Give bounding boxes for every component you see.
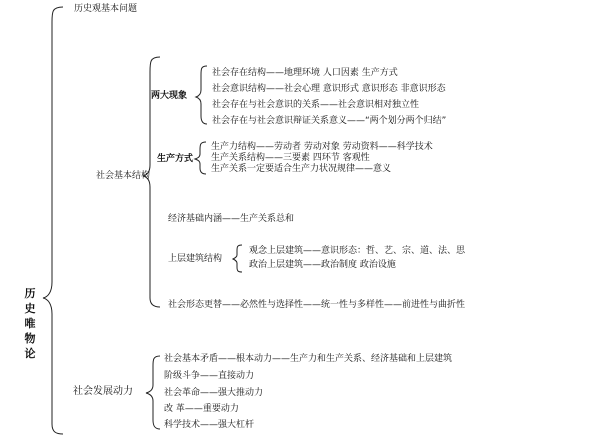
form-change-label: 社会形态更替——必然性与选择性——统一性与多样性——前进性与曲折性 [168,300,466,310]
two-phenomena-label: 两大现象 [151,91,188,101]
root-brace [43,7,63,434]
superstructure-item-2: 政治上层建筑——政治制度 政治设施 [249,260,396,270]
economic-base-label: 经济基础内涵——生产关系总和 [168,214,295,224]
production-mode-label: 生产方式 [157,154,194,164]
two-phenomena-brace [196,66,207,124]
development-force-item-2: 阶级斗争——直接动力 [164,371,255,381]
superstructure-item-1: 观念上层建筑——意识形态：哲、艺、宗、道、法、思 [249,246,466,256]
production-mode-item-1: 生产力结构——劳动者 劳动对象 劳动资料——科学技术 [211,142,433,152]
two-phenomena-item-3: 社会存在与社会意识的关系——社会意识相对独立性 [212,100,420,110]
development-force-item-5: 科学技术——强大杠杆 [164,420,255,430]
two-phenomena-item-2: 社会意识结构——社会心理 意识形式 意识形态 非意识形态 [212,84,446,94]
development-force-label: 社会发展动力 [73,386,133,397]
development-force-item-1: 社会基本矛盾——根本动力——生产力和生产关系、经济基础和上层建筑 [164,354,453,364]
development-force-brace [146,356,160,429]
superstructure-brace [233,245,242,272]
superstructure-label: 上层建筑结构 [168,254,223,264]
production-mode-item-2: 生产关系结构——三要素 四环节 客观性 [211,153,370,163]
development-force-item-3: 社会革命——强大推动力 [164,388,264,398]
two-phenomena-item-4: 社会存在与社会意识辩证关系意义——“两个划分两个归结” [212,116,447,126]
development-force-item-4: 改 革——重要动力 [164,404,239,414]
basic-structure-label: 社会基本结构 [96,171,151,181]
production-mode-brace [195,142,206,174]
root-title: 历史唯物论 [24,287,36,360]
production-mode-item-3: 生产关系一定要适合生产力状况规律——意义 [211,164,392,174]
basic-question-label: 历史观基本问题 [74,4,138,14]
two-phenomena-item-1: 社会存在结构——地理环境 人口因素 生产方式 [212,68,398,78]
